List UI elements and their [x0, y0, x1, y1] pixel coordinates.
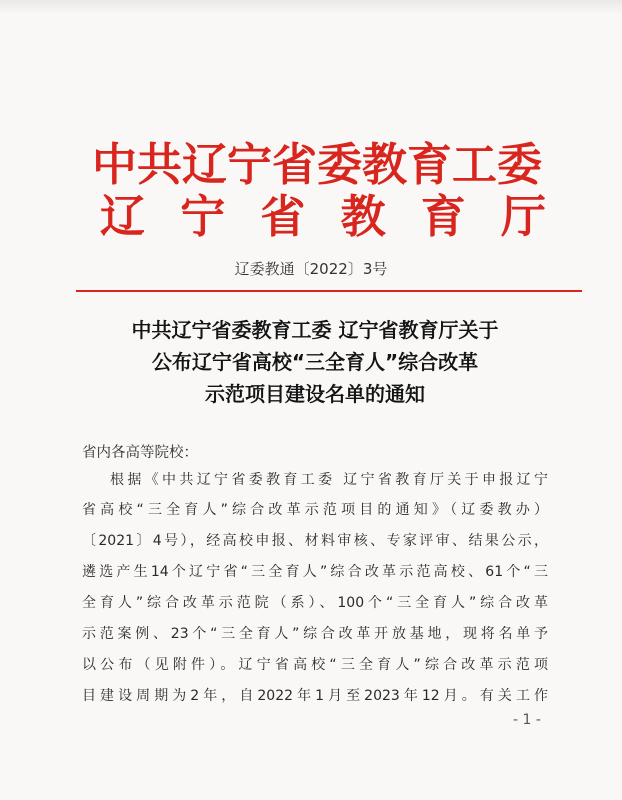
body-line: 遴选产生14个辽宁省“三全育人”综合改革示范高校、61个“三: [82, 564, 548, 580]
letterhead-line-1: 中共辽宁省委教育工委: [91, 138, 542, 191]
notice-title-line-1: 中共辽宁省委教育工委 辽宁省教育厅关于: [131, 318, 499, 342]
salutation: 省内各高等院校：: [82, 445, 198, 461]
notice-title-line-2: 公布辽宁省高校“三全育人”综合改革: [151, 350, 479, 374]
document-number: 辽委教通〔2022〕3号: [234, 260, 388, 278]
body-line: 〔2021〕4号），经高校申报、材料审核、专家评审、结果公示，: [82, 533, 548, 549]
body-line: 以公布（见附件）。辽宁省高校“三全育人”综合改革示范项: [82, 657, 548, 673]
body-line: 目建设周期为2年，自2022年1月至2023年12月。有关工作: [82, 688, 548, 704]
notice-title-line-3: 示范项目建设名单的通知: [205, 382, 425, 406]
page-top-shadow: [0, 0, 622, 14]
body-line: 示范案例、23个“三全育人”综合改革开放基地，现将名单予: [82, 626, 548, 642]
red-divider-rule: [76, 290, 582, 292]
page-number: - 1 -: [513, 712, 541, 728]
body-line: 根据《中共辽宁省委教育工委 辽宁省教育厅关于申报辽宁: [110, 472, 548, 488]
body-line: 全育人”综合改革示范院（系）、100个“三全育人”综合改革: [82, 595, 548, 611]
letterhead-line-2: 辽宁省教育厅: [100, 190, 546, 243]
body-line: 省高校“三全育人”综合改革示范项目的通知》（辽委教办）: [82, 502, 548, 518]
